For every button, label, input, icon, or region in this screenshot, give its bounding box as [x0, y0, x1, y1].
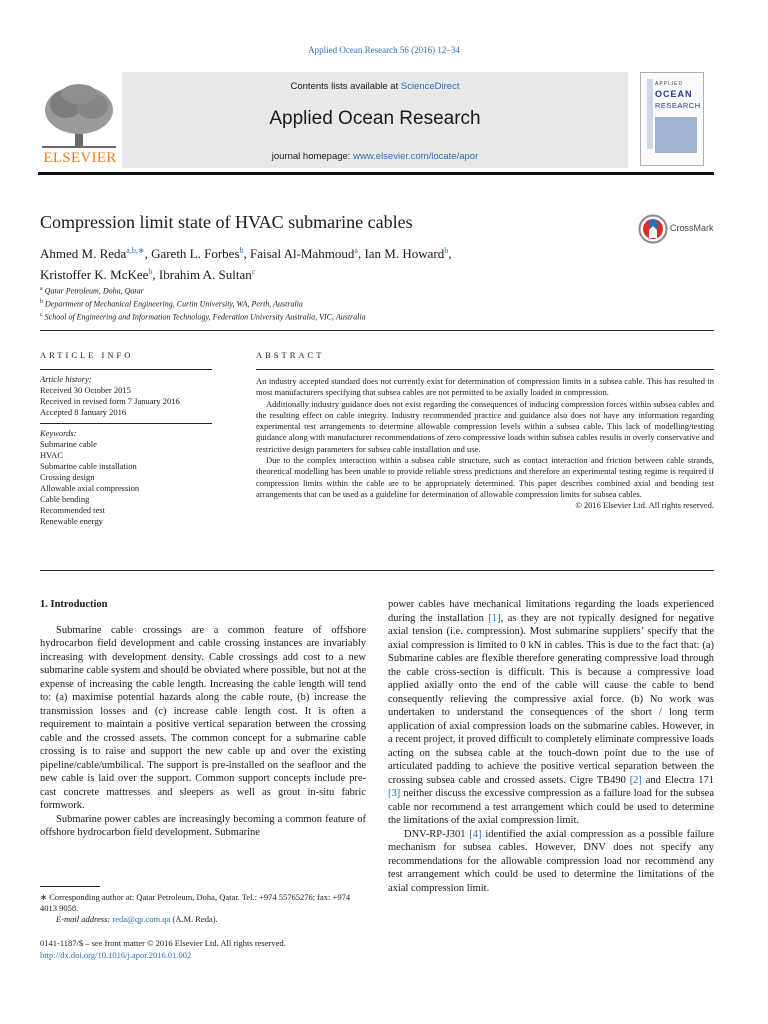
affiliation-rule — [40, 330, 714, 331]
history-item: Accepted 8 January 2016 — [40, 407, 127, 417]
keyword: Allowable axial compression — [40, 482, 140, 493]
cover-line2: OCEAN — [655, 89, 693, 99]
author[interactable]: Ibrahim A. Sultan$^c$ — [158, 267, 256, 282]
body-paragraph: Submarine power cables are increasingly becoming a common feature of offshore hydrocarbon field development. Submarine — [40, 813, 366, 838]
keyword: Crossing design — [40, 471, 95, 482]
body-paragraph: Submarine cable crossings are a common feature of offshore hydrocarbon field development and cable crossing instances are invariably increasing with development density. Cable crossings add cost to a new submarine cable system and should be obviated where possible, but not at the expense of increasing the cable length. Increasing the cable length will tend to: (a) maximise potential hazards along the cable route, (b) increase the transmission losses and (c) increase cable length cost. It is often a requirement to maintain a positive vertical separation between the crossing cable and the crossed assets. The common concept for a submarine cable crossing is to raise and support the new cable up and over the existing pipeline/cable/umbilical. The support is pre-installed on the seafloor and the new cable is laid over the support. Common support concepts include pre-cast concrete mattresses and sleepers as well as grout in-situ fabric formwork. — [40, 624, 366, 811]
history-item: Received in revised form 7 January 2016 — [40, 396, 180, 406]
cover-line1: APPLIED — [655, 81, 684, 87]
keyword: Renewable energy — [40, 515, 103, 526]
journal-header-box — [122, 72, 628, 168]
affiliation: $^b$ Department of Mechanical Engineering, Curtin University, WA, Perth, Australia — [40, 299, 303, 309]
crossmark-button[interactable] — [638, 214, 718, 244]
affiliation: $^c$ School of Engineering and Information Technology, Federation University Australia, VIC, Australia — [40, 312, 366, 322]
cover-stripe — [647, 79, 653, 149]
abstract-paragraph: Additionally industry guidance does not exist regarding the consequences of inducing compression forces within subsea cables and the resulting effect on cable integrity. Industry recommended practice and guidance also does not have any information regarding experimental test arrangements to determine allowable compression levels within a subsea cable. This lack of modelling/testing guidance along with manufacturer recommendations of zero compressive loads within subsea cables results in overly conservative and restrictive design parameters for subsea cable installation and use. — [256, 398, 714, 454]
article-info — [40, 374, 212, 527]
author[interactable]: Ian M. Howard$^b$, — [364, 246, 452, 261]
page-footer — [40, 938, 360, 961]
copyright-notice: © 2016 Elsevier Ltd. All rights reserved. — [575, 500, 714, 511]
corresponding-author: ∗ Corresponding author at: Qatar Petroleum, Doha, Qatar. Tel.: +974 55765276; fax: +974 4013 9058. — [40, 892, 351, 913]
reference-link[interactable]: [4] — [469, 828, 482, 840]
journal-citation[interactable]: Applied Ocean Research 56 (2016) 12–34 — [308, 45, 460, 55]
article-title: Compression limit state of HVAC submarine cables — [40, 212, 413, 232]
history-label: Article history: — [40, 374, 92, 384]
issn-line: 0141-1187/$ – see front matter © 2016 Elsevier Ltd. All rights reserved. — [40, 938, 286, 948]
contents-line — [122, 81, 628, 92]
keyword: Recommended test — [40, 504, 105, 515]
reference-link[interactable]: [3] — [388, 788, 401, 799]
footnote-rule — [40, 886, 100, 887]
keyword: Cable bending — [40, 493, 90, 504]
keywords-label: Keywords: — [40, 427, 77, 438]
homepage-prefix: journal homepage: — [271, 151, 354, 162]
section-heading: 1. Introduction — [40, 599, 108, 610]
abstract-heading: ABSTRACT — [256, 350, 325, 360]
doi-link[interactable]: http://dx.doi.org/10.1016/j.apor.2016.01.002 — [40, 949, 192, 960]
sciencedirect-link[interactable]: ScienceDirect — [400, 81, 460, 92]
history-item: Received 30 October 2015 — [40, 385, 131, 395]
body-left-column — [40, 598, 366, 840]
abstract-paragraph: An industry accepted standard does not currently exist for determination of compression limits in a subsea cable. This has resulted in most manufacturers specifying that subsea cables are not permitted to be axially loaded in compression. — [256, 376, 714, 398]
publisher-name: ELSEVIER — [43, 150, 117, 166]
cover-line3: RESEARCH — [655, 101, 701, 110]
author-list — [40, 242, 630, 284]
article-info-heading: ARTICLE INFO — [40, 350, 134, 360]
abstract-rule — [256, 369, 714, 370]
affiliation: $^a$ Qatar Petroleum, Doha, Qatar — [40, 286, 144, 296]
abstract-text — [256, 376, 714, 512]
journal-title: Applied Ocean Research — [269, 108, 481, 129]
keywords-rule — [40, 423, 212, 424]
abstract-paragraph: Due to the complex interaction within a subsea cable structure, such as contact interaction and friction between cable strands, theoretical modelling has been unable to provide reliable stress predictions and therefore an experimental testing regime is required if compression limits within the cable are to be appropriately determined. This paper describes combined axial and bending test arrangements that can be used as a guideline for determination of allowable compression limits for subsea cables. — [256, 455, 714, 499]
author[interactable]: Gareth L. Forbes$^b$, — [151, 246, 251, 261]
crossmark-icon — [638, 214, 668, 244]
email-link[interactable]: reda@qp.com.qa — [112, 914, 171, 924]
homepage-line — [122, 151, 628, 162]
author[interactable]: Ahmed M. Reda$^{a,b,∗}$, — [40, 246, 152, 261]
contents-prefix: Contents lists available at — [290, 81, 401, 92]
journal-cover — [640, 72, 704, 166]
body-paragraph: power cables have mechanical limitations regarding the loads experienced during the installation [1], as they are not typically designed for negative axial tension (i.e. compression). Most submarine suppliers’ specify that the axial compression is limited to 0 kN in cables. This is due to the fact that: (a) Submarine cables are flexible therefore generating compressive load through the cable cross-section is difficult. This is because a compressive load applied axially onto the end of the cable will cause the cable to bend consequently relieving the compressive axial force. (b) No work was undertaken to understand the consequences of the short / long term application of axial compression loads on the submarine cables. However, in a recent project, it proved difficult to completely eliminate compressive loads acting on the subsea cable at the touch-down point due to the use of articulated padding to achieve the positive vertical separation between the crossing subsea cable and crossed assets. Cigre TB490 [2] and Electra 171 [3] neither discuss the excessive compression as a failure load for the subsea cable nor recommend a test arrangement which could be used to determine the limitations of the axial compression limit. — [388, 599, 714, 826]
keyword: HVAC — [40, 449, 63, 460]
keyword: Submarine cable installation — [40, 460, 137, 471]
body-right-column — [388, 598, 714, 895]
reference-link[interactable]: [1] — [488, 612, 501, 624]
homepage-link[interactable]: www.elsevier.com/locate/apor — [353, 151, 479, 162]
affiliations — [40, 284, 640, 323]
info-rule — [40, 369, 212, 370]
abstract-bottom-rule — [40, 570, 714, 571]
body-paragraph: DNV-RP-J301 [4] identified the axial compression as a possible failure mechanism for subsea cables. However, DNV does not specify any recommendations for the allowable compression load nor recommend any test arrangement which could be used to determine the limitations of the axial compression limit. — [388, 828, 714, 894]
email-line: E-mail address: reda@qp.com.qa (A.M. Reda). — [56, 914, 218, 924]
reference-link[interactable]: [2] — [629, 774, 642, 786]
cover-image — [655, 117, 697, 153]
footnote — [40, 892, 366, 925]
author[interactable]: Kristoffer K. McKee$^b$, — [40, 267, 159, 282]
crossmark-label: CrossMark — [670, 223, 714, 233]
header-rule — [38, 172, 714, 175]
author[interactable]: Faisal Al-Mahmoud$^a$, — [250, 246, 365, 261]
keyword: Submarine cable — [40, 438, 97, 449]
